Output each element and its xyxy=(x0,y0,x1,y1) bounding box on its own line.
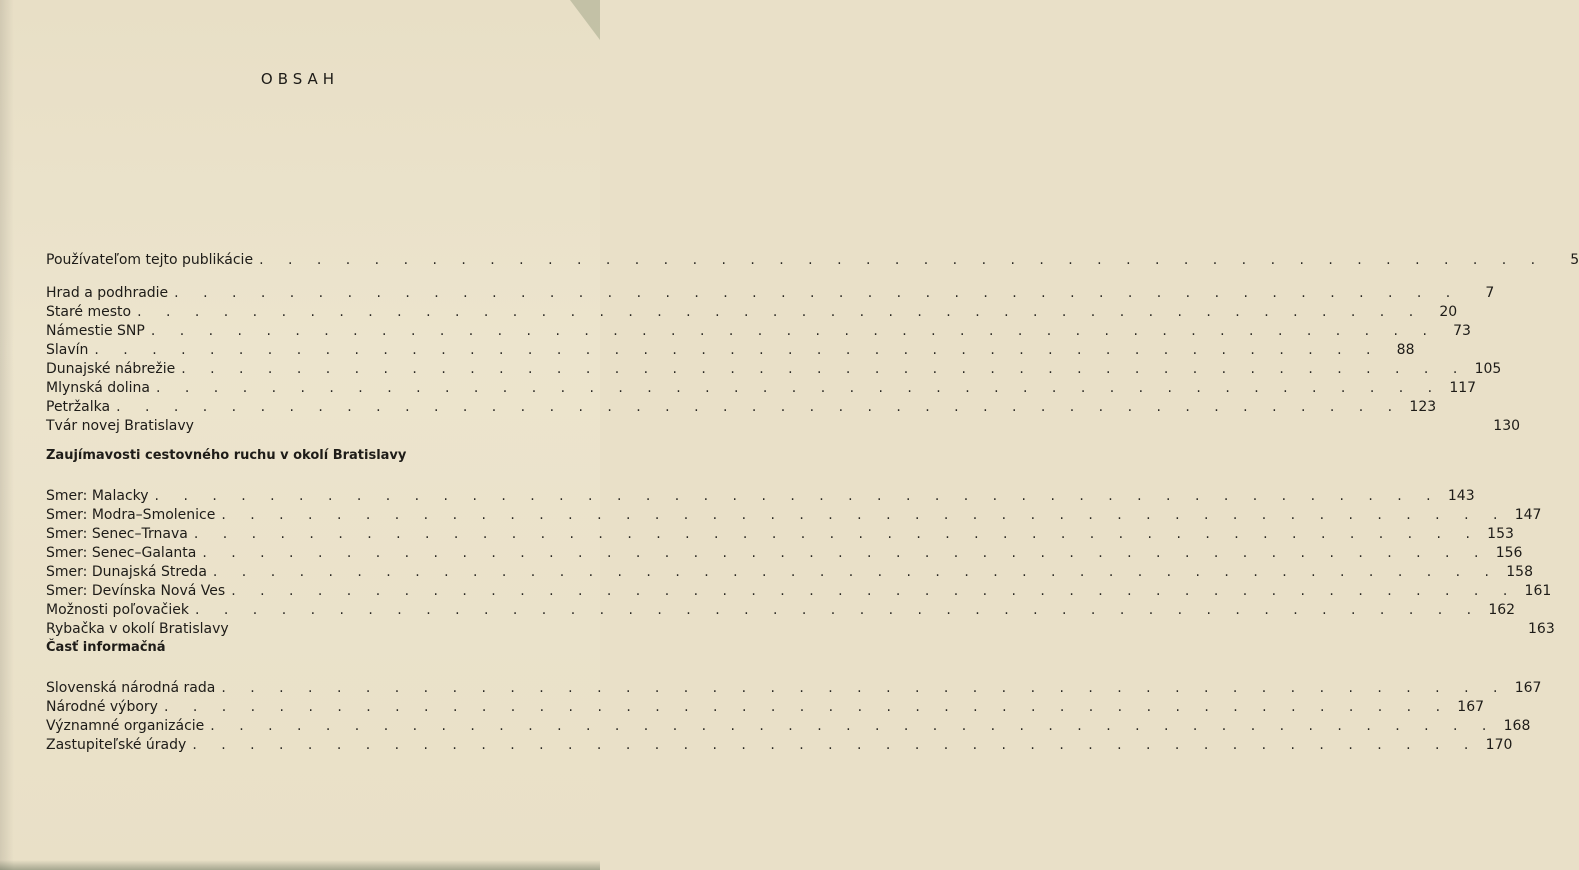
toc-entry-label: Národné výbory xyxy=(46,699,158,715)
toc-entry-label: Smer: Devínska Nová Ves xyxy=(46,583,226,599)
toc-entry-page: 117 xyxy=(1449,380,1477,396)
toc-entry-page: 147 xyxy=(1514,507,1542,523)
toc-entry[interactable] xyxy=(46,695,1485,715)
toc-entry-page: 7 xyxy=(1485,285,1495,301)
toc-entry-page: 161 xyxy=(1524,583,1552,599)
leader-dots: . . . . . . . . . . . . . . . . . . . . . . . . . . . . . . . . . . . . . . . . . . . . . xyxy=(195,602,1482,618)
toc-entry[interactable] xyxy=(46,319,1471,339)
toc-entry-page: 158 xyxy=(1506,564,1533,580)
leader-dots: . . . . . . . . . . . . . . . . . . . . . . . . . . . . . . . . . . . . . . . . . . . . . xyxy=(221,680,1508,696)
toc-entry-page: 105 xyxy=(1474,361,1502,377)
toc-entry-label: Rybačka v okolí Bratislavy xyxy=(46,621,229,637)
leader-dots: . . . . . . . . . . . . . . . . . . . . . . . . . . . . . . . . . . . . . . . . . . . . . xyxy=(116,399,1403,415)
toc-entry[interactable] xyxy=(46,414,1521,434)
toc-entry-intro[interactable] xyxy=(46,248,1579,268)
toc-entry-label: Zastupiteľské úrady xyxy=(46,737,187,753)
leader-dots: . . . . . . . . . . . . . . . . . . . . . . . . . . . . . . . . . . . . . . . . . . . . . xyxy=(94,342,1381,358)
section-heading: Zaujímavosti cestovného ruchu v okolí Bratislavy xyxy=(46,448,407,463)
toc-entry[interactable] xyxy=(46,376,1477,396)
toc-entry[interactable] xyxy=(46,281,1495,301)
toc-entry-label: Slavín xyxy=(46,342,89,358)
toc-entry-page: 143 xyxy=(1447,488,1475,504)
leader-dots: . . . . . . . . . . . . . . . . . . . . . . . . . . . . . . . . . . . . . . . . . . . . . xyxy=(192,737,1479,753)
toc-entry-page: 88 xyxy=(1396,342,1415,358)
torn-corner xyxy=(570,0,600,40)
toc-entry[interactable] xyxy=(46,560,1533,580)
toc-entry[interactable] xyxy=(46,503,1542,523)
toc-entry-label: Dunajské nábrežie xyxy=(46,361,176,377)
toc-entry-page: 5 xyxy=(1570,252,1579,268)
leader-dots: . . . . . . . . . . . . . . . . . . . . . . . . . . . . . . . . . . . . . . . . . . . . . xyxy=(259,252,1546,268)
toc-entry[interactable] xyxy=(46,733,1513,753)
toc-entry[interactable] xyxy=(46,598,1516,618)
toc-entry-label: Mlynská dolina xyxy=(46,380,150,396)
toc-entry[interactable] xyxy=(46,357,1502,377)
toc-entry-label: Petržalka xyxy=(46,399,111,415)
leader-dots: . . . . . . . . . . . . . . . . . . . . . . . . . . . . . . . . . . . . . . . . . . . . . xyxy=(156,380,1443,396)
toc-entry-label: Významné organizácie xyxy=(46,718,205,734)
toc-entry-page: 163 xyxy=(1528,621,1555,637)
leader-dots: . . . . . . . . . . . . . . . . . . . . . . . . . . . . . . . . . . . . . . . . . . . . . xyxy=(150,323,1437,339)
toc-entry-label: Smer: Dunajská Streda xyxy=(46,564,207,580)
toc-entry[interactable] xyxy=(46,541,1523,561)
toc-entry-page: 167 xyxy=(1457,699,1485,715)
toc-entry-label: Smer: Senec–Trnava xyxy=(46,526,188,542)
toc-entry-page: 20 xyxy=(1439,304,1458,320)
leader-dots: . . . . . . . . . . . . . . . . . . . . . . . . . . . . . . . . . . . . . . . . . . . . . xyxy=(210,718,1497,734)
toc-entry-label: Smer: Malacky xyxy=(46,488,149,504)
toc-entry[interactable] xyxy=(46,714,1531,734)
toc-entry-page: 73 xyxy=(1453,323,1471,339)
toc-entry[interactable] xyxy=(46,300,1458,320)
toc-entry-label: Používateľom tejto publikácie xyxy=(46,252,254,268)
toc-entry-page: 168 xyxy=(1503,718,1531,734)
toc-entry[interactable] xyxy=(46,395,1437,415)
page-bottom-edge xyxy=(0,860,600,870)
toc-entry-page: 123 xyxy=(1409,399,1437,415)
leader-dots: . . . . . . . . . . . . . . . . . . . . . . . . . . . . . . . . . . . . . . . . . . . . . xyxy=(202,545,1489,561)
toc-entry-page: 153 xyxy=(1487,526,1514,542)
leader-dots: . . . . . . . . . . . . . . . . . . . . . . . . . . . . . . . . . . . . . . . . . . . . . xyxy=(174,285,1461,301)
toc-entry-label: Hrad a podhradie xyxy=(46,285,169,301)
leader-dots: . . . . . . . . . . . . . . . . . . . . . . . . . . . . . . . . . . . . . . . . . . . . . xyxy=(193,526,1480,542)
toc-entry[interactable] xyxy=(46,676,1542,696)
toc-entry-page: 156 xyxy=(1495,545,1523,561)
toc-entry[interactable] xyxy=(46,338,1415,358)
toc-entry-page: 162 xyxy=(1488,602,1516,618)
section-heading: Časť informačná xyxy=(46,640,166,655)
toc-entry-page: 167 xyxy=(1514,680,1542,696)
leader-dots: . . . . . . . . . . . . . . . . . . . . . . . . . . . . . . . . . . . . . . . . . . . . . xyxy=(212,564,1499,580)
toc-entry[interactable] xyxy=(46,617,1555,637)
leader-dots: . . . . . . . . . . . . . . . . . . . . . . . . . . . . . . . . . . . . . . . . . . . . . xyxy=(181,361,1468,377)
toc-entry-label: Námestie SNP xyxy=(46,323,145,339)
leader-dots: . . . . . . . . . . . . . . . . . . . . . . . . . . . . . . . . . . . . . . . . . . . . . xyxy=(231,583,1518,599)
toc-entry-label: Možnosti poľovačiek xyxy=(46,602,189,618)
toc-entry-label: Staré mesto xyxy=(46,304,132,320)
leader-dots: . . . . . . . . . . . . . . . . . . . . . . . . . . . . . . . . . . . . . . . . . . . . . xyxy=(163,699,1451,715)
toc-entry-label: Slovenská národná rada xyxy=(46,680,216,696)
toc-entry[interactable] xyxy=(46,484,1475,504)
toc-entry-page: 170 xyxy=(1485,737,1513,753)
toc-entry-label: Tvár novej Bratislavy xyxy=(46,418,194,434)
toc-entry-page: 130 xyxy=(1493,418,1521,434)
toc-entry-label: Smer: Senec–Galanta xyxy=(46,545,197,561)
toc-entry[interactable] xyxy=(46,579,1552,599)
toc-entry[interactable] xyxy=(46,522,1514,542)
page-title: OBSAH xyxy=(260,70,340,88)
leader-dots: . . . . . . . . . . . . . . . . . . . . . . . . . . . . . . . . . . . . . . . . . . . . . xyxy=(154,488,1441,504)
toc-entry-label: Smer: Modra–Smolenice xyxy=(46,507,216,523)
leader-dots: . . . . . . . . . . . . . . . . . . . . . . . . . . . . . . . . . . . . . . . . . . . . . xyxy=(137,304,1424,320)
leader-dots: . . . . . . . . . . . . . . . . . . . . . . . . . . . . . . . . . . . . . . . . . . . . . xyxy=(221,507,1508,523)
